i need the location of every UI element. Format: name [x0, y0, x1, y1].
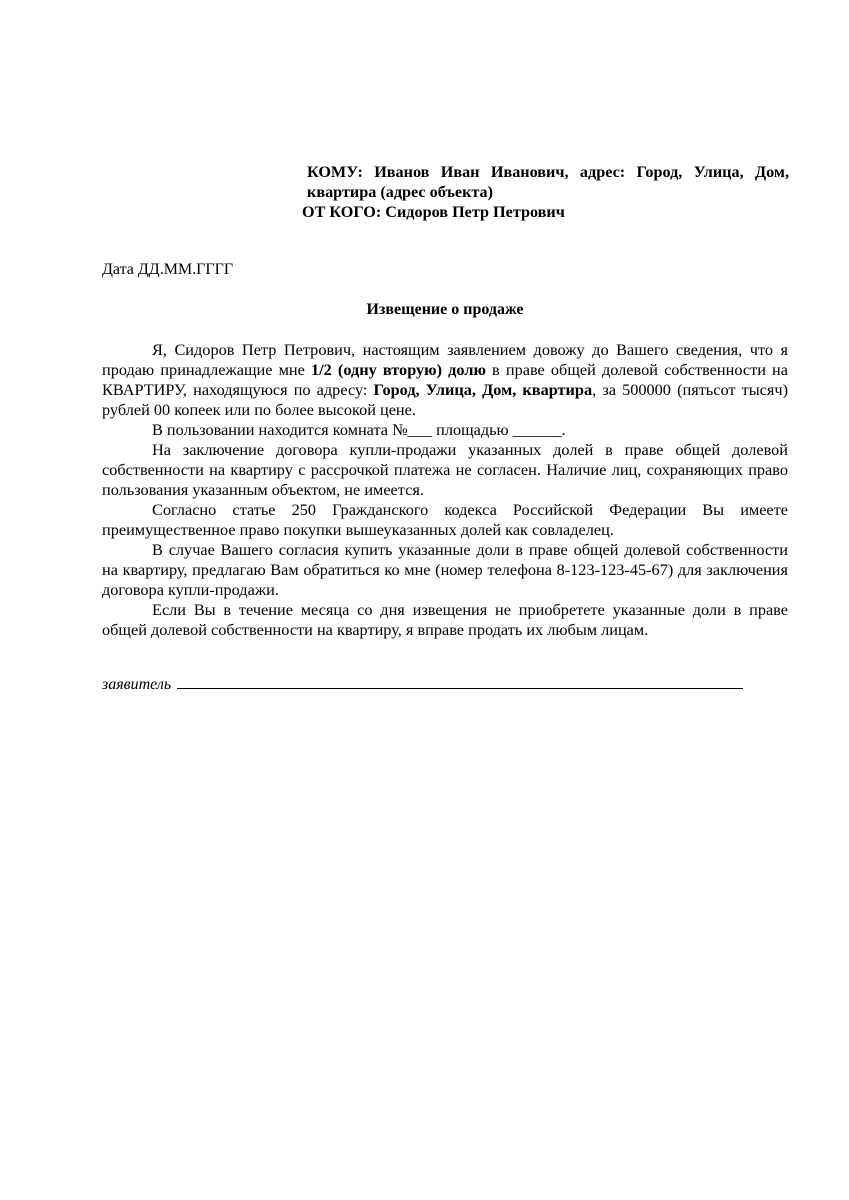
date-line: Дата ДД.ММ.ГГГГ [102, 261, 234, 278]
to-address-line: квартира (адрес объекта) [307, 183, 494, 201]
paragraph-installment: На заключение договора купли-продажи указанных долей в праве общей долевой собственности на квартиру с рассрочкой платежа не согласен. Наличие лиц, сохраняющих право пользования указанным объектом, не имеется. [102, 440, 788, 499]
from-line: ОТ КОГО: Сидоров Петр Петрович [302, 203, 565, 221]
paragraph-preemptive-right: Согласно статье 250 Гражданского кодекса Российской Федерации Вы имеете преимущественное право покупки вышеуказанных долей как совладелец. [102, 500, 788, 539]
paragraph-sale-offer [102, 340, 788, 420]
property-address: Город, Улица, Дом, квартира [373, 380, 593, 399]
paragraph-room: В пользовании находится комната №___ площадью ______. [152, 420, 566, 439]
addressee-block [302, 162, 789, 222]
offer-text-price: , за 500000 (пятьсот тысяч) рублей 00 копеек или по более высокой цене. [102, 380, 788, 419]
share-fraction: 1/2 (одну вторую) долю [310, 360, 486, 379]
signature-line [177, 674, 743, 689]
to-line: КОМУ: Иванов Иван Иванович, адрес: Город, Улица, Дом, [307, 163, 789, 181]
signature-block [102, 674, 752, 695]
document-title: Извещение о продаже [366, 301, 524, 318]
paragraph-deadline: Если Вы в течение месяца со дня извещения не приобретете указанные доли в праве общей долевой собственности на квартиру, я вправе продать их любым лицам. [102, 600, 788, 639]
offer-text-middle: в праве общей долевой собственности на КВАРТИРУ, находящуюся по адресу: [102, 360, 788, 399]
paragraph-contact: В случае Вашего согласия купить указанные доли в праве общей долевой собственности на квартиру, предлагаю Вам обратиться ко мне (номер телефона 8-123-123-45-67) для заключения договора купли-продажи. [102, 540, 788, 599]
document-body [102, 340, 788, 640]
signature-label: заявитель [102, 676, 172, 693]
offer-text-start: Я, Сидоров Петр Петрович, настоящим заявлением довожу до Вашего сведения, что я продаю принадлежащие мне [102, 340, 788, 379]
